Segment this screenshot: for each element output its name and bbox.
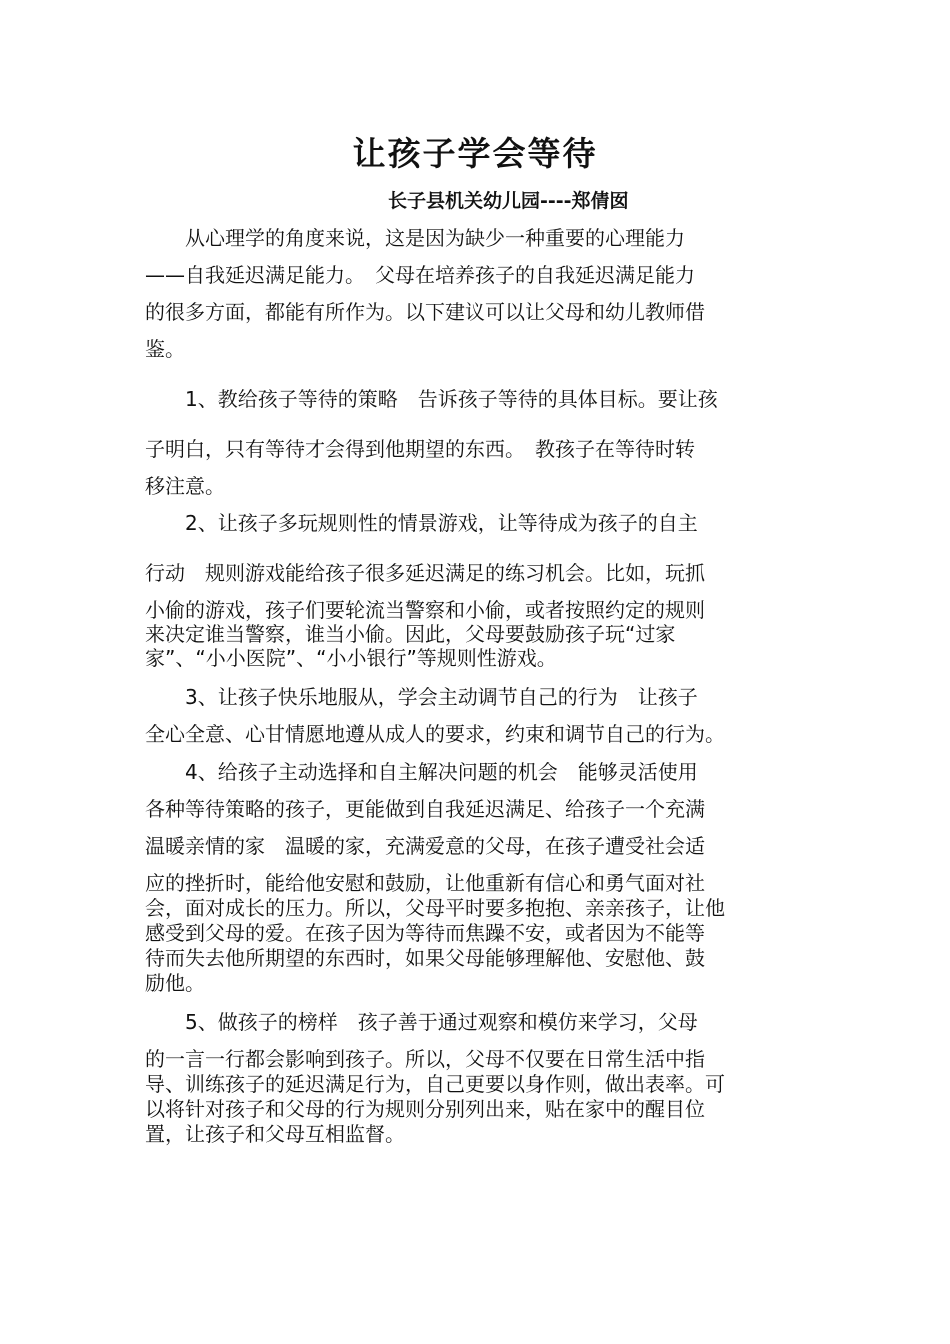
body-line: 待而失去他所期望的东西时，如果父母能够理解他、安慰他、鼓 bbox=[145, 946, 705, 970]
body-line: 行动 规则游戏能给孩子很多延迟满足的练习机会。比如，玩抓 bbox=[145, 561, 705, 585]
body-line: 会，面对成长的压力。所以，父母平时要多抱抱、亲亲孩子，让他 bbox=[145, 896, 725, 920]
body-line: 应的挫折时，能给他安慰和鼓励，让他重新有信心和勇气面对社 bbox=[145, 871, 705, 895]
body-line: 2、让孩子多玩规则性的情景游戏，让等待成为孩子的自主 bbox=[145, 511, 698, 535]
body-line: 的一言一行都会影响到孩子。所以，父母不仅要在日常生活中指 bbox=[145, 1047, 705, 1071]
body-line: 从心理学的角度来说，这是因为缺少一种重要的心理能力 bbox=[145, 226, 685, 250]
body-line: 4、给孩子主动选择和自主解决问题的机会 能够灵活使用 bbox=[145, 760, 698, 784]
body-line: 鉴。 bbox=[145, 337, 185, 361]
body-line: 全心全意、心甘情愿地遵从成人的要求，约束和调节自己的行为。 bbox=[145, 722, 725, 746]
body-line: 家”、“小小医院”、“小小银行”等规则性游戏。 bbox=[145, 646, 557, 670]
body-line: 小偷的游戏，孩子们要轮流当警察和小偷，或者按照约定的规则 bbox=[145, 598, 705, 622]
body-line: ——自我延迟满足能力。 父母在培养孩子的自我延迟满足能力 bbox=[145, 263, 695, 287]
body-line: 置，让孩子和父母互相监督。 bbox=[145, 1122, 405, 1146]
body-line: 导、训练孩子的延迟满足行为，自己更要以身作则，做出表率。可 bbox=[145, 1072, 725, 1096]
body-line: 来决定谁当警察，谁当小偷。因此，父母要鼓励孩子玩“过家 bbox=[145, 622, 676, 646]
body-line: 子明白，只有等待才会得到他期望的东西。 教孩子在等待时转 bbox=[145, 437, 695, 461]
body-line: 5、做孩子的榜样 孩子善于通过观察和模仿来学习，父母 bbox=[145, 1010, 698, 1034]
page-title: 让孩子学会等待 bbox=[352, 134, 598, 173]
author-line: 长子县机关幼儿园----郑倩囡 bbox=[388, 190, 629, 212]
body-line: 温暖亲情的家 温暖的家，充满爱意的父母，在孩子遭受社会适 bbox=[145, 834, 705, 858]
body-line: 3、让孩子快乐地服从，学会主动调节自己的行为 让孩子 bbox=[145, 685, 698, 709]
body-line: 感受到父母的爱。在孩子因为等待而焦躁不安，或者因为不能等 bbox=[145, 921, 705, 945]
body-line: 移注意。 bbox=[145, 474, 225, 498]
body-line: 的很多方面，都能有所作为。以下建议可以让父母和幼儿教师借 bbox=[145, 300, 705, 324]
body-line: 1、教给孩子等待的策略 告诉孩子等待的具体目标。要让孩 bbox=[145, 387, 718, 411]
body-line: 励他。 bbox=[145, 971, 205, 995]
body-line: 各种等待策略的孩子，更能做到自我延迟满足、给孩子一个充满 bbox=[145, 797, 705, 821]
body-line: 以将针对孩子和父母的行为规则分别列出来，贴在家中的醒目位 bbox=[145, 1097, 705, 1121]
